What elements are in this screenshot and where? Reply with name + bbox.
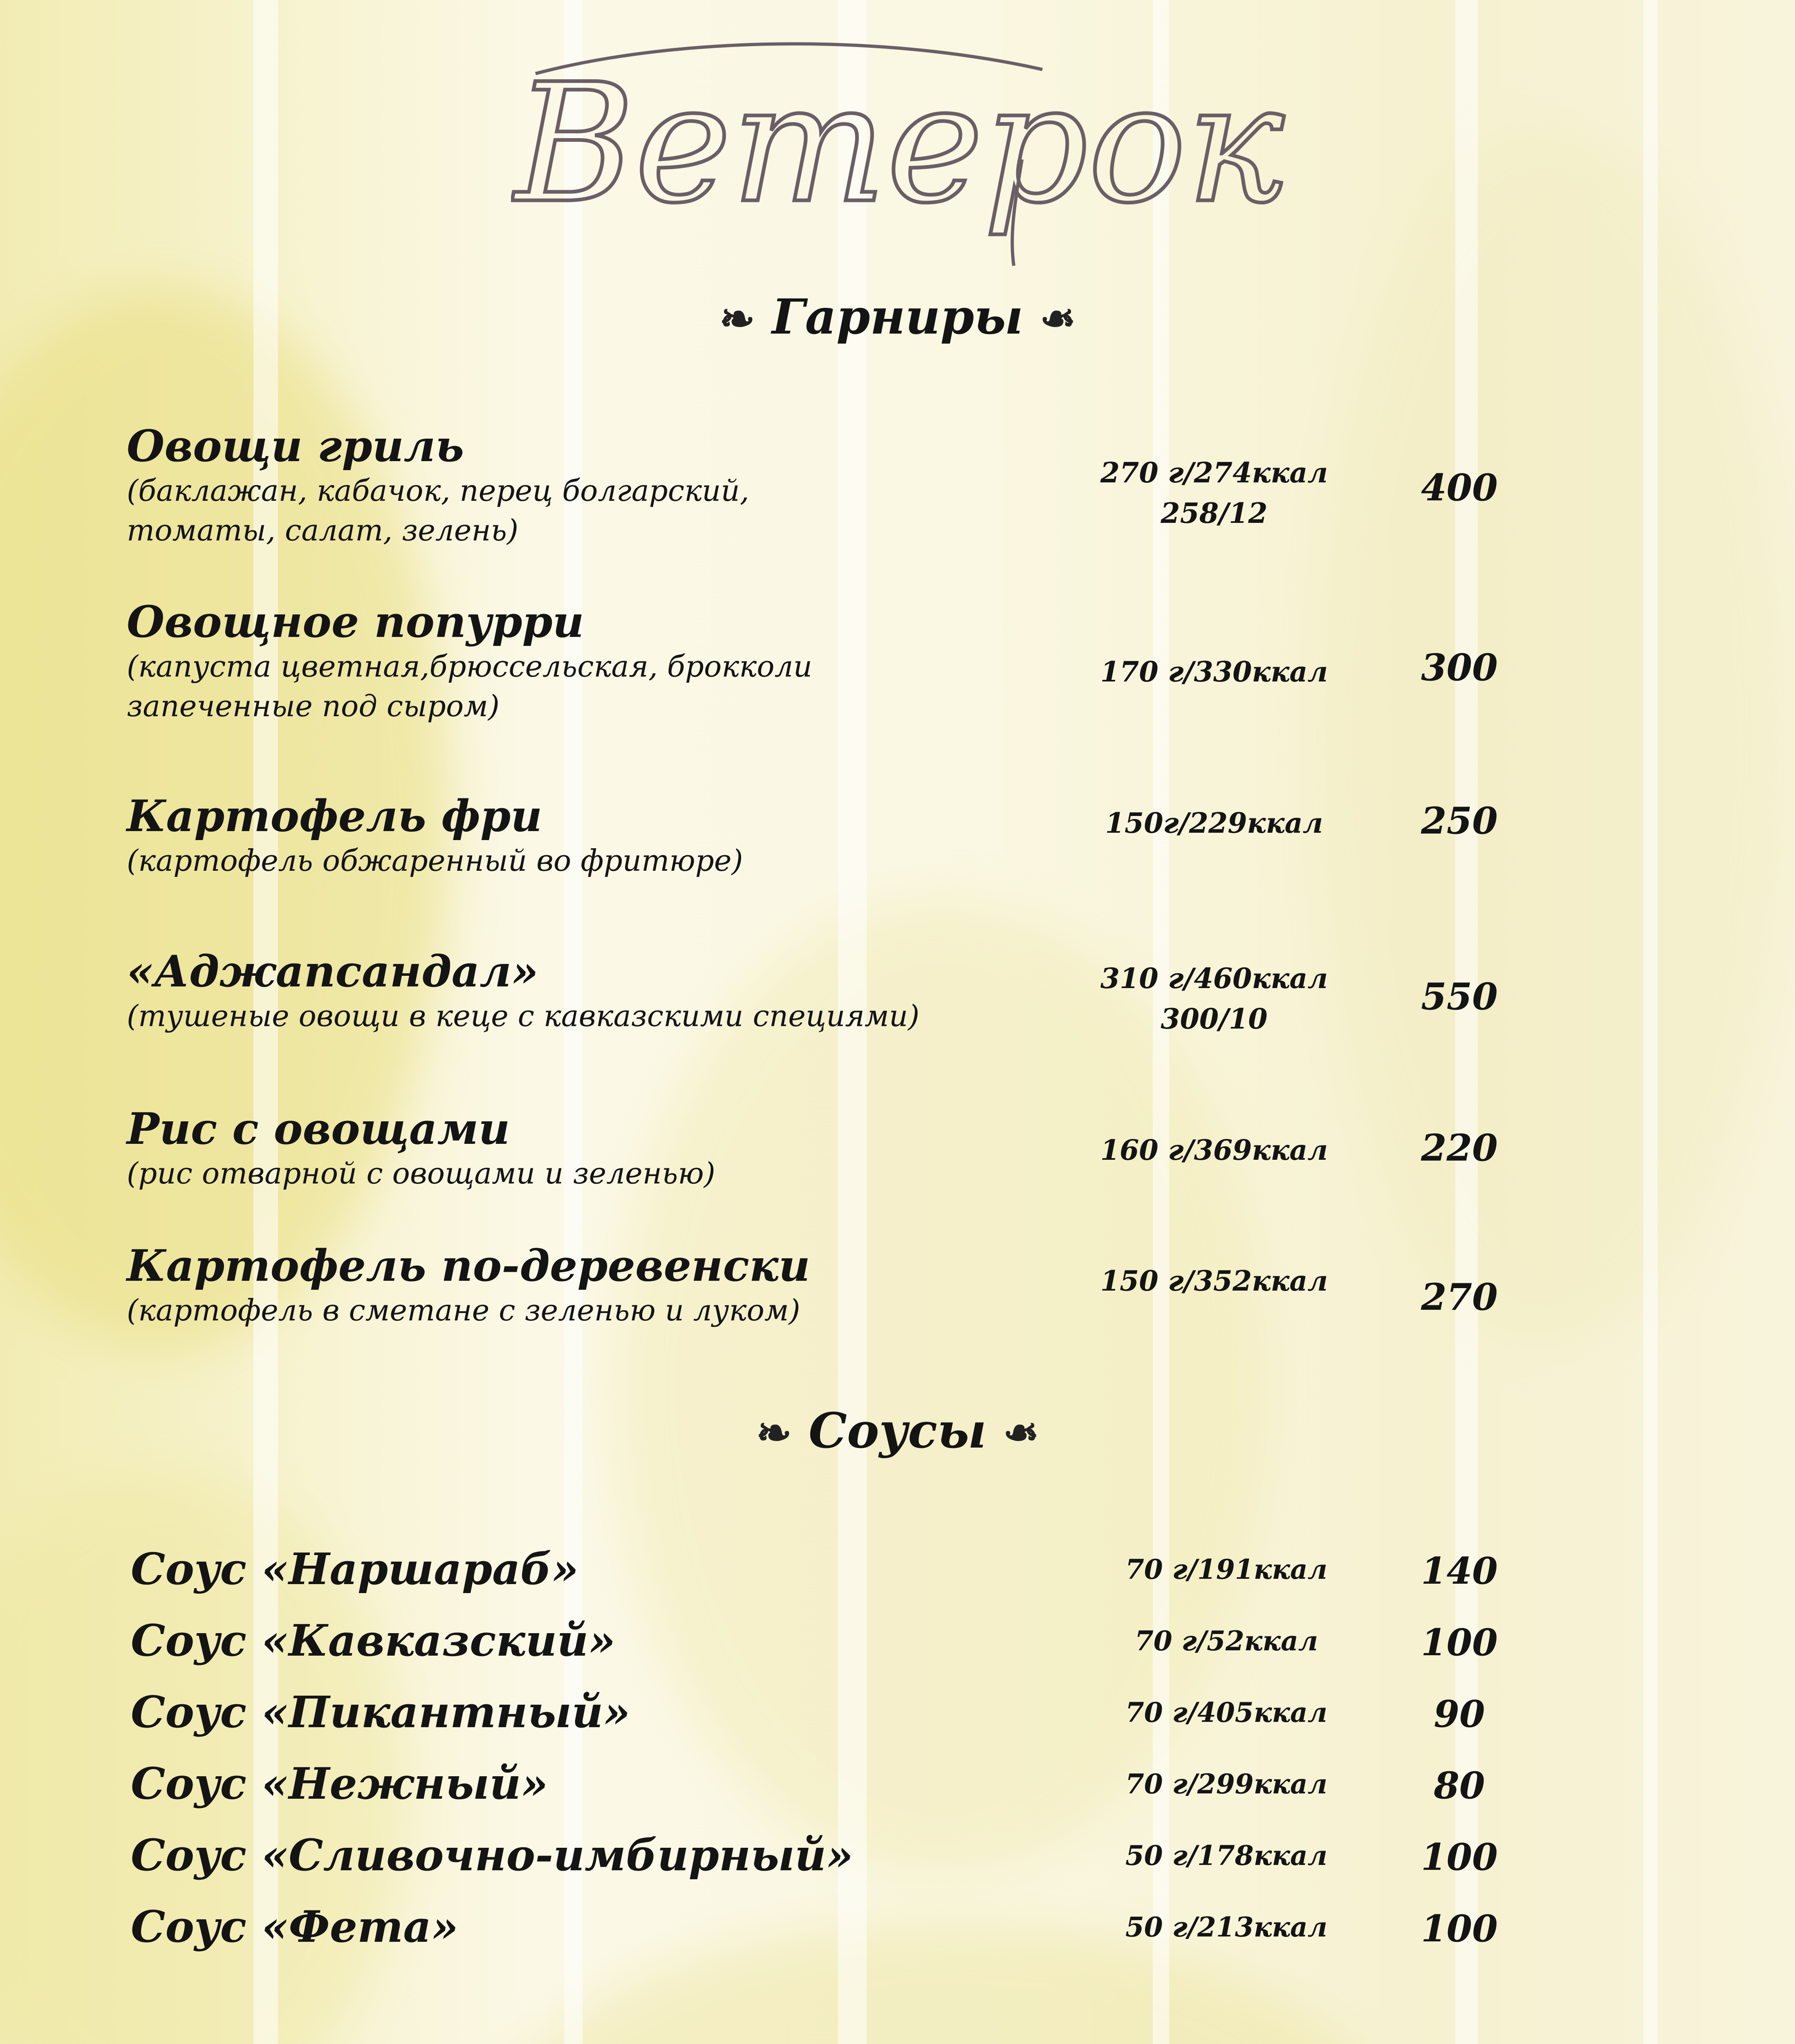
item-description: (баклажан, кабачок, перец болгарский, <box>127 473 749 508</box>
sauce-name: Соус «Фета» <box>131 1901 459 1952</box>
item-price: 300 <box>1421 646 1498 689</box>
sauce-weight: 70 г/299ккал <box>1125 1768 1328 1800</box>
item-name: Картофель фри <box>127 790 542 841</box>
item-description: (картофель обжаренный во фритюре) <box>127 843 743 878</box>
sauce-price: 140 <box>1421 1549 1498 1593</box>
sauce-weight: 70 г/405ккал <box>1125 1697 1328 1728</box>
svg-text:Ветерок: Ветерок <box>514 49 1284 239</box>
item-description: запеченные под сыром) <box>127 689 500 724</box>
item-name: Овощное попурри <box>127 596 584 647</box>
section-title-text: Гарниры <box>772 288 1023 345</box>
section-title-garnishes <box>0 288 1795 345</box>
item-weight <box>1047 652 1382 693</box>
item-description: (рис отварной с овощами и зеленью) <box>127 1156 715 1190</box>
item-name: Рис с овощами <box>127 1103 510 1154</box>
item-weight <box>1047 1261 1382 1302</box>
weight-portion: 258/12 <box>1161 497 1268 530</box>
weight-calories: 310 г/460ккал <box>1100 962 1328 995</box>
item-description: (капуста цветная,брюссельская, брокколи <box>127 649 812 684</box>
sauce-weight: 70 г/52ккал <box>1134 1625 1318 1657</box>
section-title-text: Соусы <box>808 1402 987 1459</box>
sauce-weight: 70 г/191ккал <box>1125 1553 1328 1585</box>
sauce-weight: 50 г/178ккал <box>1125 1840 1328 1871</box>
item-price: 220 <box>1421 1126 1498 1170</box>
item-weight <box>1047 1130 1382 1171</box>
sauce-name: Соус «Сливочно-имбирный» <box>131 1829 854 1880</box>
item-price: 400 <box>1421 466 1498 509</box>
ornament-left-icon: ❧ <box>756 1407 792 1458</box>
item-weight <box>1047 959 1382 1039</box>
item-description: (картофель в сметане с зеленью и луком) <box>127 1293 800 1327</box>
sauce-weight: 50 г/213ккал <box>1125 1911 1328 1943</box>
item-price: 550 <box>1421 975 1498 1018</box>
weight-portion: 300/10 <box>1161 1002 1268 1035</box>
sauce-price: 100 <box>1421 1836 1498 1879</box>
sauce-name: Соус «Кавказский» <box>131 1615 616 1666</box>
weight-calories: 270 г/274ккал <box>1100 457 1328 489</box>
sauce-price: 80 <box>1434 1764 1485 1807</box>
weight-calories: 160 г/369ккал <box>1100 1134 1328 1167</box>
weight-calories: 150г/229ккал <box>1105 807 1323 840</box>
sauce-name: Соус «Наршараб» <box>131 1543 579 1594</box>
sauce-price: 100 <box>1421 1907 1498 1950</box>
item-name: Овощи гриль <box>127 420 464 471</box>
sauce-price: 100 <box>1421 1621 1498 1664</box>
ornament-right-icon: ❧ <box>1003 1407 1039 1458</box>
logo <box>511 25 1288 278</box>
item-price: 270 <box>1421 1275 1498 1319</box>
weight-calories: 170 г/330ккал <box>1100 656 1328 688</box>
ornament-left-icon: ❧ <box>719 294 755 344</box>
weight-calories: 150 г/352ккал <box>1100 1265 1328 1298</box>
sauce-name: Соус «Пикантный» <box>131 1686 630 1737</box>
item-weight <box>1047 453 1382 533</box>
item-name: Картофель по-деревенски <box>127 1240 810 1291</box>
item-description: (тушеные овощи в кеце с кавказскими специями) <box>127 998 920 1033</box>
item-name: «Аджапсандал» <box>127 946 539 997</box>
item-weight <box>1047 803 1382 844</box>
sauce-name: Соус «Нежный» <box>131 1758 548 1809</box>
item-description: томаты, салат, зелень) <box>127 513 519 548</box>
section-title-sauces <box>0 1402 1795 1459</box>
item-price: 250 <box>1421 799 1498 843</box>
ornament-right-icon: ❧ <box>1040 294 1076 344</box>
sauce-price: 90 <box>1434 1692 1485 1736</box>
